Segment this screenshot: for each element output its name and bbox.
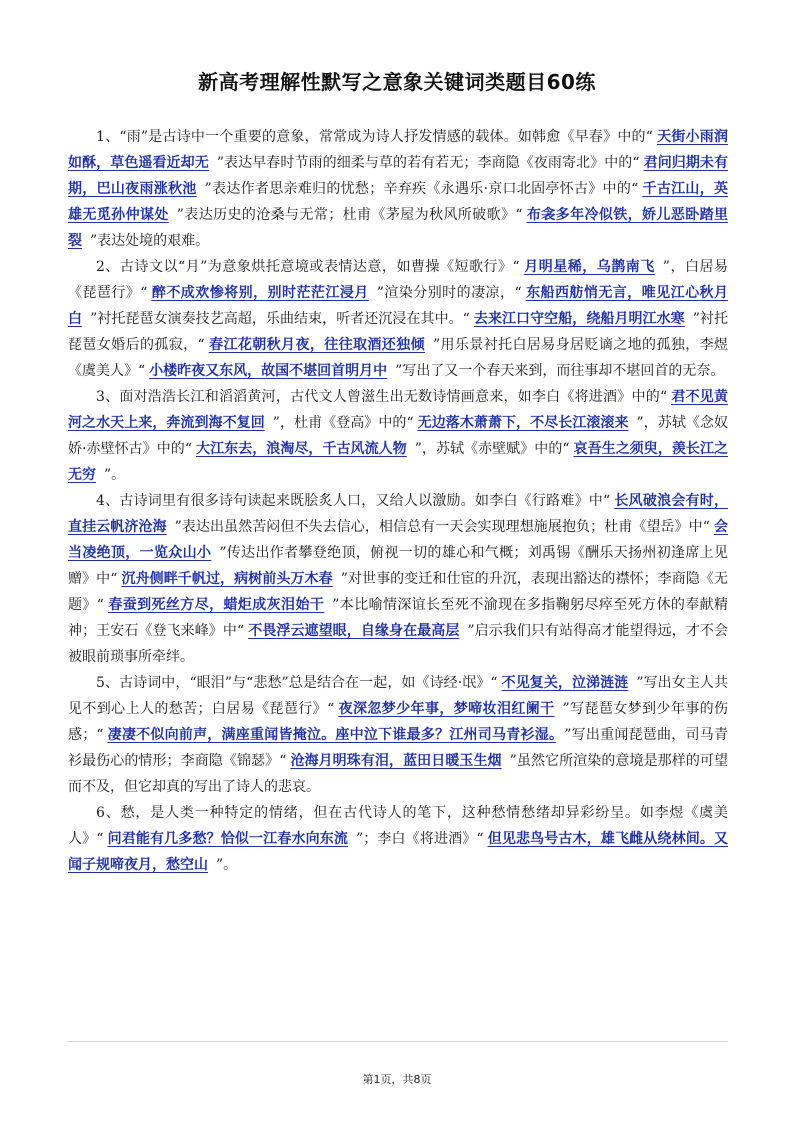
prompt-text: ”用乐景衬托白居易身居贬谪之地的孤独，李煜《虞美人》“ <box>68 337 729 379</box>
answer-text: 凄凄不似向前声，满座重闻皆掩泣。座中泣下谁最多？江州司马青衫湿。 <box>107 727 557 743</box>
answer-text: 小楼昨夜又东风，故国不堪回首明月中 <box>149 363 388 379</box>
answer-text: 月明星稀，乌鹊南飞 <box>523 259 655 275</box>
prompt-text: ”，杜甫《登高》中的“ <box>272 415 414 431</box>
divider <box>68 1041 728 1042</box>
answer-text: 布衾多年冷似铁，娇儿恶卧踏里裂 <box>68 207 728 249</box>
answer-text: 但见悲鸟号古木，雄飞雌从绕林间。又闻子规啼夜月，愁空山 <box>68 831 729 873</box>
prompt-text: ”表达早春时节雨的细柔与草的若有若无；李商隐《夜雨寄北》中的“ <box>216 155 640 171</box>
prompt-text: ”写出女主人共见不到心上人的愁苦；白居易《琵琶行》“ <box>68 675 728 717</box>
prompt-text: ”表达处境的艰难。 <box>90 233 210 249</box>
prompt-text: ”，苏轼《赤壁赋》中的“ <box>414 441 570 457</box>
answer-text: 醉不成欢惨将别，别时茫茫江浸月 <box>151 285 369 301</box>
answer-text: 春蚕到死丝方尽，蜡炬成灰泪始干 <box>107 597 325 613</box>
answer-text: 沉舟侧畔千帆过，病树前头万木春 <box>121 571 333 587</box>
prompt-text: ”传达出作者攀登绝顶，俯视一切的雄心和气概；刘禹锡《酬乐天扬州初逢席上见赠》中“ <box>68 545 729 587</box>
prompt-text: ”渲染分别时的凄凉，“ <box>376 285 522 301</box>
answer-text: 会当凌绝顶，一览众山小 <box>68 519 729 561</box>
prompt-text: ”对世事的变迁和仕宦的升沉，表现出豁达的襟怀；李商隐《无题》“ <box>68 571 728 613</box>
answer-text: 千古江山，英雄无觅孙仲谋处 <box>68 181 729 223</box>
prompt-text: 2、古诗文以“月”为意象烘托意境或表情达意，如曹操《短歌行》“ <box>96 259 520 275</box>
question-paragraph <box>68 384 728 488</box>
answer-text: 去来江口守空船，绕船月明江水寒 <box>473 311 685 327</box>
answer-text: 春江花朝秋月夜，往往取酒还独倾 <box>208 337 425 353</box>
prompt-text: ”表达历史的沧桑与无常；杜甫《茅屋为秋风所破歌》“ <box>176 207 523 223</box>
question-paragraph <box>68 124 728 254</box>
prompt-text: ”启示我们只有站得高才能望得远，才不会被眼前琐事所牵绊。 <box>68 623 728 665</box>
answer-text: 哀吾生之须臾，羡长江之无穷 <box>68 441 728 483</box>
prompt-text: ”；李白《将进酒》“ <box>356 831 484 847</box>
page-footer: 第1页，共8页 <box>362 1073 432 1086</box>
prompt-text: ”表达作者思亲难归的忧愁；辛弃疾《永遇乐·京口北固亭怀古》中的“ <box>204 181 639 197</box>
prompt-text: ”，苏轼《念奴娇·赤壁怀古》中的“ <box>68 415 728 457</box>
answer-text: 东船西舫悄无言，唯见江心秋月白 <box>68 285 728 327</box>
question-paragraph <box>68 800 728 878</box>
answer-text: 君不见黄河之水天上来，奔流到海不复回 <box>68 389 729 431</box>
prompt-text: ”。 <box>104 467 126 483</box>
prompt-text: ”表达出虽然苦闷但不失去信心，相信总有一天会实现理想施展抱负；杜甫《望岳》中“ <box>174 519 710 535</box>
answer-text: 不畏浮云遮望眼，自缘身在最高层 <box>248 623 460 639</box>
document-body <box>68 124 728 878</box>
question-paragraph <box>68 254 728 384</box>
prompt-text: ”写出重闻琵琶曲，司马青衫最伤心的情形；李商隐《锦瑟》“ <box>68 727 728 769</box>
prompt-text: ”写出了又一个春天来到，而往事却不堪回首的无奈。 <box>395 363 725 379</box>
prompt-text: 1、“雨”是古诗中一个重要的意象，常常成为诗人抒发情感的载体。如韩愈《早春》中的“ <box>96 129 653 145</box>
prompt-text: ”。 <box>216 857 238 873</box>
prompt-text: 5、古诗词中，“眼泪”与“悲愁”总是结合在一起，如《诗经·氓》“ <box>96 675 498 691</box>
answer-text: 沧海月明珠有泪，蓝田日暖玉生烟 <box>290 753 502 769</box>
answer-text: 夜深忽梦少年事，梦啼妆泪红阑干 <box>338 701 555 717</box>
prompt-text: 3、面对浩浩长江和滔滔黄河，古代文人曾滋生出无数诗情画意来，如李白《将进酒》中的“ <box>96 389 668 405</box>
answer-text: 长风破浪会有时，直挂云帆济沧海 <box>68 493 729 535</box>
prompt-text: ”虽然它所渲染的意境是那样的可望而不及，但它却真的写出了诗人的悲哀。 <box>68 753 728 795</box>
answer-text: 天街小雨润如酥，草色遥看近却无 <box>68 129 728 171</box>
prompt-text: ”衬托琵琶女演奏技艺高超，乐曲结束，听者还沉浸在其中。“ <box>90 311 470 327</box>
prompt-text: ”写琵琶女梦到少年事的伤感；“ <box>68 701 729 743</box>
answer-text: 问君能有几多愁？恰似一江春水向东流 <box>107 831 349 847</box>
prompt-text: 6、愁，是人类一种特定的情绪，但在古代诗人的笔下，这种愁情愁绪却异彩纷呈。如李煜《虞美人》“ <box>68 805 728 847</box>
prompt-text: ”，白居易《琵琶行》“ <box>68 259 728 301</box>
answer-text: 君问归期未有期，巴山夜雨涨秋池 <box>68 155 729 197</box>
page-title: 新高考理解性默写之意象关键词类题目60练 <box>198 70 596 94</box>
answer-text: 大江东去，浪淘尽，千古风流人物 <box>196 441 407 457</box>
prompt-text: ”衬托琵琶女婚后的孤寂，“ <box>68 311 728 353</box>
prompt-text: ”本比喻情深谊长至死不渝现在多指鞠躬尽瘁至死方休的奉献精神；王安石《登飞来峰》中“ <box>68 597 729 639</box>
answer-text: 不见复关，泣涕涟涟 <box>501 675 629 691</box>
question-paragraph <box>68 488 728 670</box>
question-paragraph <box>68 670 728 800</box>
prompt-text: 4、古诗词里有很多诗句读起来既脍炙人口，又给人以激励。如李白《行路难》中“ <box>96 493 611 509</box>
answer-text: 无边落木萧萧下，不尽长江滚滚来 <box>417 415 629 431</box>
